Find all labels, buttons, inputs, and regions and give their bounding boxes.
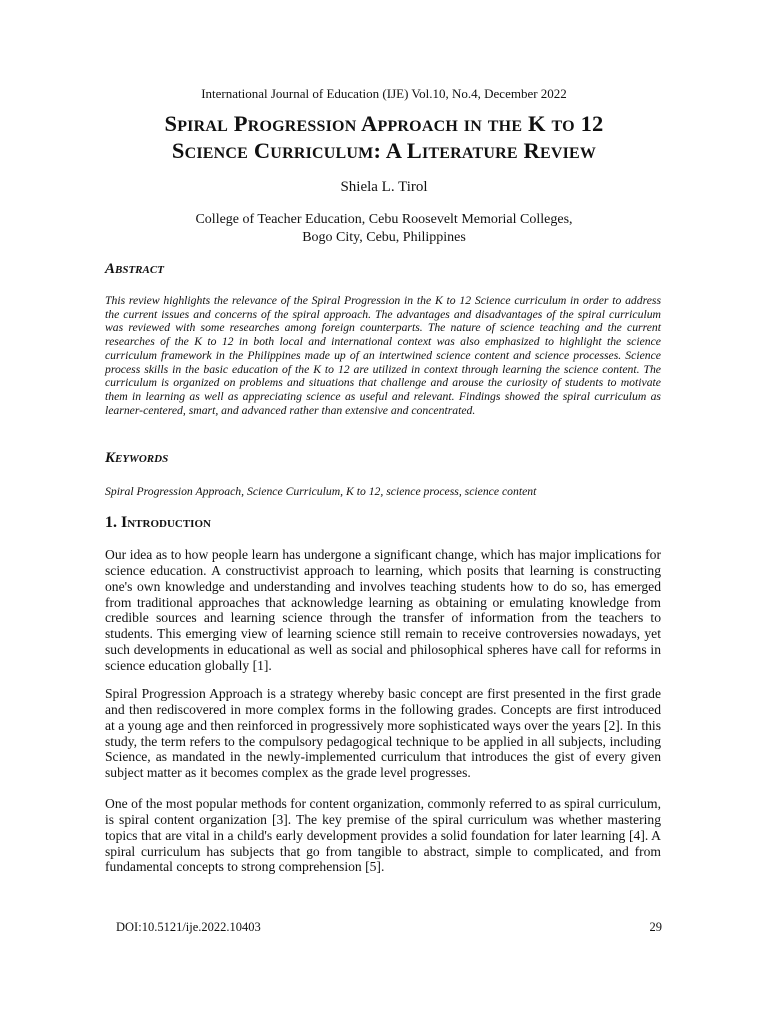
introduction-heading: 1. Introduction	[105, 514, 211, 531]
keywords-text: Spiral Progression Approach, Science Curriculum, K to 12, science process, science content	[105, 485, 537, 498]
abstract-text: This review highlights the relevance of the Spiral Progression in the K to 12 Science curriculum in order to address the current issues and concerns of the spiral approach. The advantages and disadvantages of the spiral curriculum was reviewed with some researches among foreign counterparts. The nature of science teaching and the current researches of the K to 12 in both local and international context was also emphasized to highlight the science curriculum framework in the Philippines made up of an intertwined science content and science processes. Science process skills in the basic education of the K to 12 are utilized in context through learning the science content. The curriculum is organized on problems and situations that challenge and arouse the curiosity of students to motivate them in learning as well as appreciating science as useful and relevant. Findings showed the spiral curriculum as learner-centered, smart, and advanced rather than extensive and concentrated.	[105, 294, 661, 417]
author-name: Shiela L. Tirol	[340, 179, 428, 195]
paper-title-line-1: Spiral Progression Approach in the K to 12	[164, 111, 604, 136]
keywords-heading: Keywords	[105, 450, 169, 466]
introduction-paragraph-3: One of the most popular methods for content organization, commonly referred to as spiral curriculum, is spiral content organization [3]. The key premise of the spiral curriculum was whether mastering topics that are vital in a child's early development provides a solid foundation for later learning [4]. A spiral curriculum has subjects that go from tangible to abstract, simple to complicated, and from fundamental concepts to strong comprehension [5].	[105, 796, 661, 875]
author-affiliation	[0, 211, 768, 247]
journal-header: International Journal of Education (IJE) Vol.10, No.4, December 2022	[201, 86, 567, 101]
paper-title	[60, 110, 708, 164]
abstract-heading: Abstract	[105, 261, 164, 277]
affiliation-line-1: College of Teacher Education, Cebu Roosevelt Memorial Colleges,	[195, 212, 573, 227]
introduction-paragraph-1: Our idea as to how people learn has undergone a significant change, which has major implications for science education. A constructivist approach to learning, which posits that learning is constructing one's own knowledge and understanding and involves teaching students how to do so, has emerged from traditional approaches that acknowledge learning as obtaining or emulating knowledge from credible sources and learning science through the transfer of information from the teachers to students. This emerging view of learning science still remain to receive controversies nowadays, yet such developments in educational as well as social and philosophical spheres have call for reforms in science education globally [1].	[105, 547, 661, 673]
footer-doi: DOI:10.5121/ije.2022.10403	[116, 920, 261, 934]
introduction-paragraph-2: Spiral Progression Approach is a strategy whereby basic concept are first presented in the first grade and then rediscovered in more complex forms in the following grades. Concepts are first introduced at a young age and then reinforced in progressively more sophisticated ways over the years [2]. In this study, the term refers to the compulsory pedagogical technique to be applied in all subjects, including Science, as mandated in the newly-implemented curriculum that introduces the gist of every given subject matter as it becomes complex as the grade level progresses.	[105, 686, 661, 781]
paper-title-line-2: Science Curriculum: A Literature Review	[171, 138, 597, 163]
footer-page-number: 29	[649, 920, 662, 934]
affiliation-line-2: Bogo City, Cebu, Philippines	[302, 230, 466, 245]
